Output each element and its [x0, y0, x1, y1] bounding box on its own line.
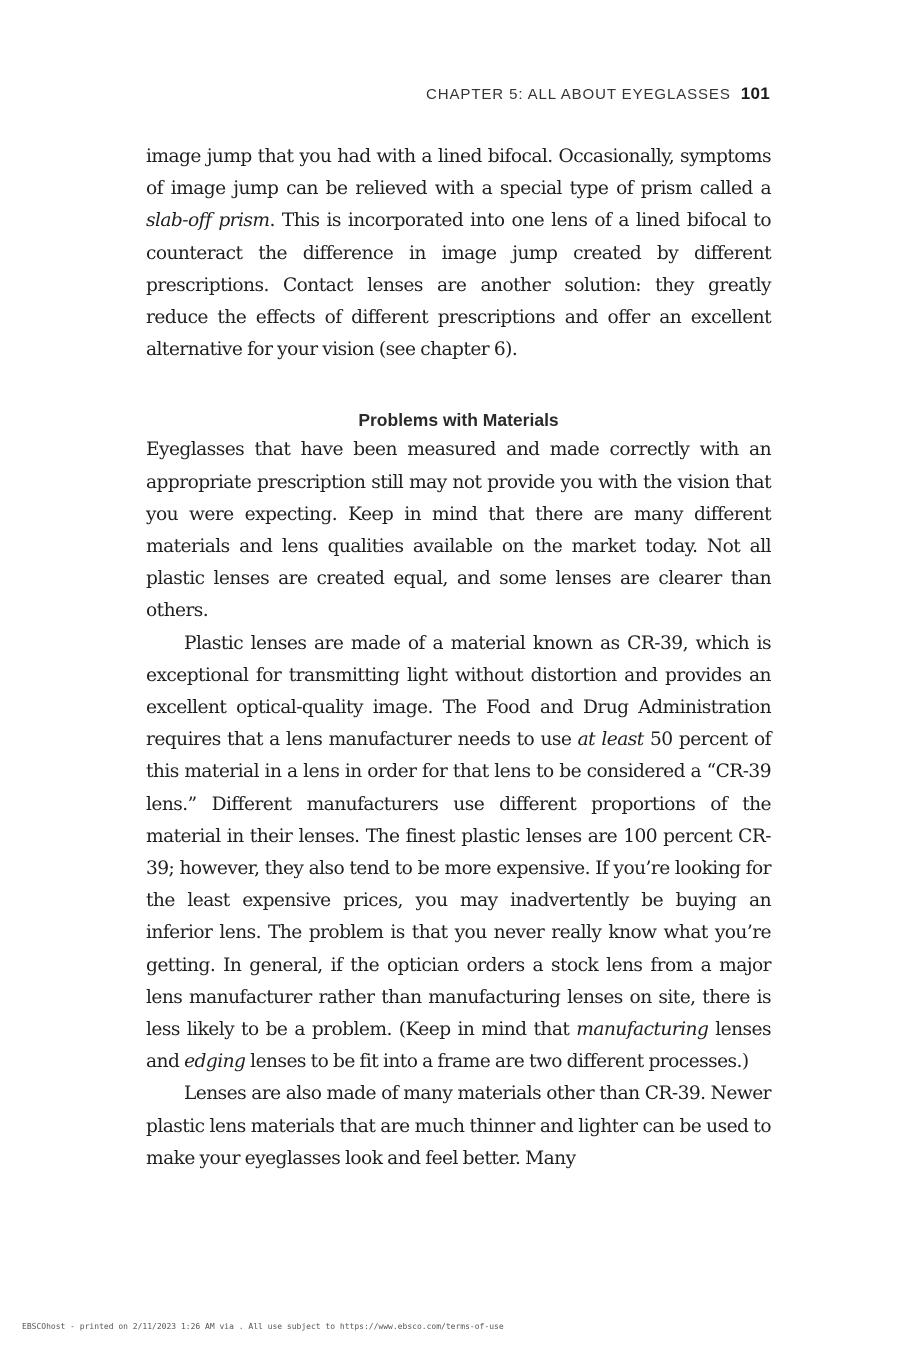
paragraph-1-text-b: . This is incorporated into one lens of a lined bifocal to counteract the difference in image jump created by different prescriptions. Contact lenses are another solution: they greatly reduce the effects of different prescriptions and offer an excellent alternative for your vision (see chapter 6).	[146, 210, 771, 361]
paragraph-other-materials: Lenses are also made of many materials other than CR-39. Newer plastic lens materials that are much thinner and lighter can be used to make your eyeglasses look and feel better. Many	[146, 1083, 771, 1169]
page-number: 101	[740, 84, 770, 103]
paragraph-image-jump	[146, 141, 771, 366]
paragraph-3-text-c: lenses and	[146, 1019, 771, 1073]
slab-off-prism-term: slab-off prism	[146, 210, 270, 232]
print-footer: EBSCOhost - printed on 2/11/2023 1:26 AM via . All use subject to https://www.ebsco.com/terms-of-use	[22, 1322, 504, 1331]
paragraph-3-text-a: Plastic lenses are made of a material known as CR-39, which is exceptional for transmitting light without distortion and provides an excellent optical-quality image. The Food and Drug Administration requires that a lens manufacturer needs to use	[146, 632, 771, 751]
at-least-emphasis: at least	[577, 729, 644, 751]
chapter-title: CHAPTER 5: ALL ABOUT EYEGLASSES	[426, 86, 731, 103]
body-text	[146, 141, 771, 1175]
paragraph-3-text-b: 50 percent of this material in a lens in order for that lens to be considered a “CR-39 lens.” Different manufacturers use different proportions of the material in their lenses. The finest plastic lenses are 100 percent CR-39; however, they also tend to be more expensive. If you’re looking for the least expensive prices, you may inadvertently be buying an inferior lens. The problem is that you never really know what you’re getting. In general, if the optician orders a stock lens from a major lens manufacturer rather than manufacturing lenses on site, there is less likely to be a problem. (Keep in mind that	[146, 729, 771, 1041]
paragraph-1-text-a: image jump that you had with a lined bifocal. Occasionally, symptoms of image jump can be relieved with a special type of prism called a	[146, 146, 771, 200]
section-heading: Problems with Materials	[358, 410, 559, 431]
running-head	[426, 84, 770, 104]
paragraph-cr39	[146, 628, 771, 1079]
paragraph-materials-intro: Eyeglasses that have been measured and made correctly with an appropriate prescription still may not provide you with the vision that you were expecting. Keep in mind that there are many different materials and lens qualities available on the market today. Not all plastic lenses are created equal, and some lenses are clearer than others.	[146, 439, 771, 622]
paragraph-3-text-d: lenses to be fit into a frame are two different processes.)	[245, 1051, 749, 1073]
manufacturing-term: manufacturing	[576, 1019, 709, 1041]
edging-term: edging	[184, 1051, 246, 1073]
